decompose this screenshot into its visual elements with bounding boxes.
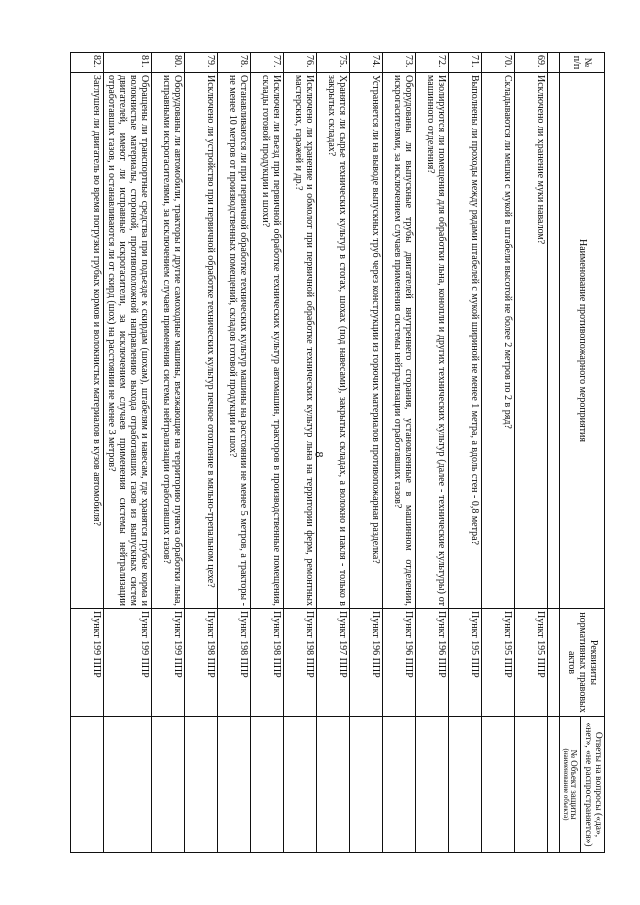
row-number: 73.: [383, 53, 416, 73]
page-number: 8: [312, 451, 327, 458]
row-measure-text: Исключено ли устройство при первичной обработке технических культур печное отопление в мяльно-трепальном цехе?: [185, 73, 218, 609]
row-answer-cell[interactable]: [383, 717, 416, 853]
row-measure-text: Останавливаются ли при первичной обработке технических культур машины на расстоянии не менее 5 метров, а тракторы - не менее 10 метров от производственных помещений, складов готовой продукции и шох?: [218, 73, 251, 609]
row-requisites: Пункт 199 ППР: [152, 609, 185, 717]
row-requisites: Пункт 198 ППР: [218, 609, 251, 717]
row-number: 74.: [350, 53, 383, 73]
table-row: [482, 53, 515, 853]
table-row: [251, 53, 284, 853]
blank-cell: [548, 609, 560, 717]
row-number: 77.: [251, 53, 284, 73]
row-measure-text: Оборудованы ли выпускные трубы двигателей внутреннего сгорания, установленные в машинном отделении, искрогасителями, за исключением случаев применения системы нейтрализации отработавших газов?: [383, 73, 416, 609]
header-name: Наименование противопожарного мероприятия: [560, 73, 605, 609]
table-row: [515, 53, 548, 853]
row-requisites: Пункт 196 ППР: [416, 609, 449, 717]
row-measure-text: Хранятся ли сырье технических культур в стогах, шохах (под навесами), закрытых складах, а волокно и пакля - только в закрытых складах?: [317, 73, 350, 609]
table-row: [185, 53, 218, 853]
row-number: 69.: [515, 53, 548, 73]
row-answer-cell[interactable]: [185, 717, 218, 853]
header-num: № п/п: [560, 53, 605, 73]
row-answer-cell[interactable]: [416, 717, 449, 853]
row-measure-text: Выполнены ли проходы между рядами штабелей с мукой шириной не менее 1 метра, а вдоль стен - 0,8 метра?: [449, 73, 482, 609]
row-requisites: Пункт 196 ППР: [350, 609, 383, 717]
table-row: [350, 53, 383, 853]
row-answer-cell[interactable]: [449, 717, 482, 853]
row-answer-cell[interactable]: [515, 717, 548, 853]
table-row: [218, 53, 251, 853]
header-object-label: № Объект защиты: [569, 749, 580, 820]
header-answers-sub: [560, 717, 581, 853]
row-number: 81.: [104, 53, 152, 73]
row-answer-cell[interactable]: [284, 717, 317, 853]
rotated-table-container: [35, 52, 605, 852]
row-measure-text: Заглушен ли двигатель во время погрузки грубых кормов и волокнистых материалов в кузов автомобиля?: [71, 73, 104, 609]
row-number: 79.: [185, 53, 218, 73]
row-answer-cell[interactable]: [251, 717, 284, 853]
row-requisites: Пункт 198 ППР: [284, 609, 317, 717]
row-requisites: Пункт 195 ППР: [449, 609, 482, 717]
row-requisites: Пункт 195 ППР: [482, 609, 515, 717]
blank-cell: [548, 53, 560, 73]
table-body: [71, 53, 548, 853]
table-row: [284, 53, 317, 853]
row-number: 75.: [317, 53, 350, 73]
row-number: 80.: [152, 53, 185, 73]
table-row: [416, 53, 449, 853]
row-requisites: Пункт 197 ППР: [317, 609, 350, 717]
row-requisites: Пункт 195 ППР: [515, 609, 548, 717]
table-row: [71, 53, 104, 853]
blank-cell: [548, 73, 560, 609]
row-measure-text: Исключено ли хранение и обмолот при первичной обработке технических культур льна на территории ферм, ремонтных мастерских, гаражей и др.?: [284, 73, 317, 609]
header-requisites: Реквизиты нормативных правовых актов: [560, 609, 605, 717]
row-measure-text: Складываются ли мешки с мукой в штабели высотой не более 2 метров по 2 в ряд?: [482, 73, 515, 609]
row-answer-cell[interactable]: [152, 717, 185, 853]
row-requisites: Пункт 196 ППР: [383, 609, 416, 717]
row-measure-text: Оборудованы ли автомобили, тракторы и другие самоходные машины, въезжающие на территорию пункта обработки льна, исправными искрогасителями, за исключением случаев применения системы нейтрализации отработавших газов?: [152, 73, 185, 609]
table-header: [548, 53, 605, 853]
row-answer-cell[interactable]: [71, 717, 104, 853]
row-number: 72.: [416, 53, 449, 73]
row-number: 71.: [449, 53, 482, 73]
row-measure-text: Обращены ли транспортные средства при подъезде к скирдам (шохам), штабелям и навесам, где хранятся грубые корма и волокнистые материалы, стороной, противоположной направлению выхода отработавших газов из выпускных систем двигателей, имеют ли исправные искрогасители, за исключением случаев применения системы нейтрализации отработавших газов, и останавливаются ли от скирд (шох) на расстоянии не менее 3 метров?: [104, 73, 152, 609]
row-requisites: Пункт 198 ППР: [185, 609, 218, 717]
table-row: [104, 53, 152, 853]
header-answers-title: Ответы на вопросы («да», «нет», «не распространяется»): [582, 722, 603, 847]
checklist-table: [70, 52, 605, 853]
row-measure-text: Устраняется ли на выводе выпускных труб через конструкции из горючих материалов противопожарная разделка?: [350, 73, 383, 609]
row-number: 82.: [71, 53, 104, 73]
row-answer-cell[interactable]: [350, 717, 383, 853]
row-answer-cell[interactable]: [482, 717, 515, 853]
table-row: [317, 53, 350, 853]
row-answer-cell[interactable]: [218, 717, 251, 853]
row-number: 78.: [218, 53, 251, 73]
header-answers: [581, 717, 605, 853]
table-row: [383, 53, 416, 853]
row-number: 70.: [482, 53, 515, 73]
row-measure-text: Исключено ли хранение муки навалом?: [515, 73, 548, 609]
row-answer-cell[interactable]: [317, 717, 350, 853]
blank-cell: [548, 717, 560, 853]
table-row: [152, 53, 185, 853]
row-measure-text: Исключен ли въезд при первичной обработке технических культур автомашин, тракторов в производственные помещения, склады готовой продукции и шохи?: [251, 73, 284, 609]
row-requisites: Пункт 199 ППР: [104, 609, 152, 717]
row-requisites: Пункт 198 ППР: [251, 609, 284, 717]
row-answer-cell[interactable]: [104, 717, 152, 853]
row-requisites: Пункт 199 ППР: [71, 609, 104, 717]
row-number: 76.: [284, 53, 317, 73]
header-object-note: (наименование объекта): [562, 748, 571, 821]
table-row: [449, 53, 482, 853]
row-measure-text: Изолируются ли помещения для обработки льна, конопли и других технических культур (далее - технические культуры) от машинного отделения?: [416, 73, 449, 609]
